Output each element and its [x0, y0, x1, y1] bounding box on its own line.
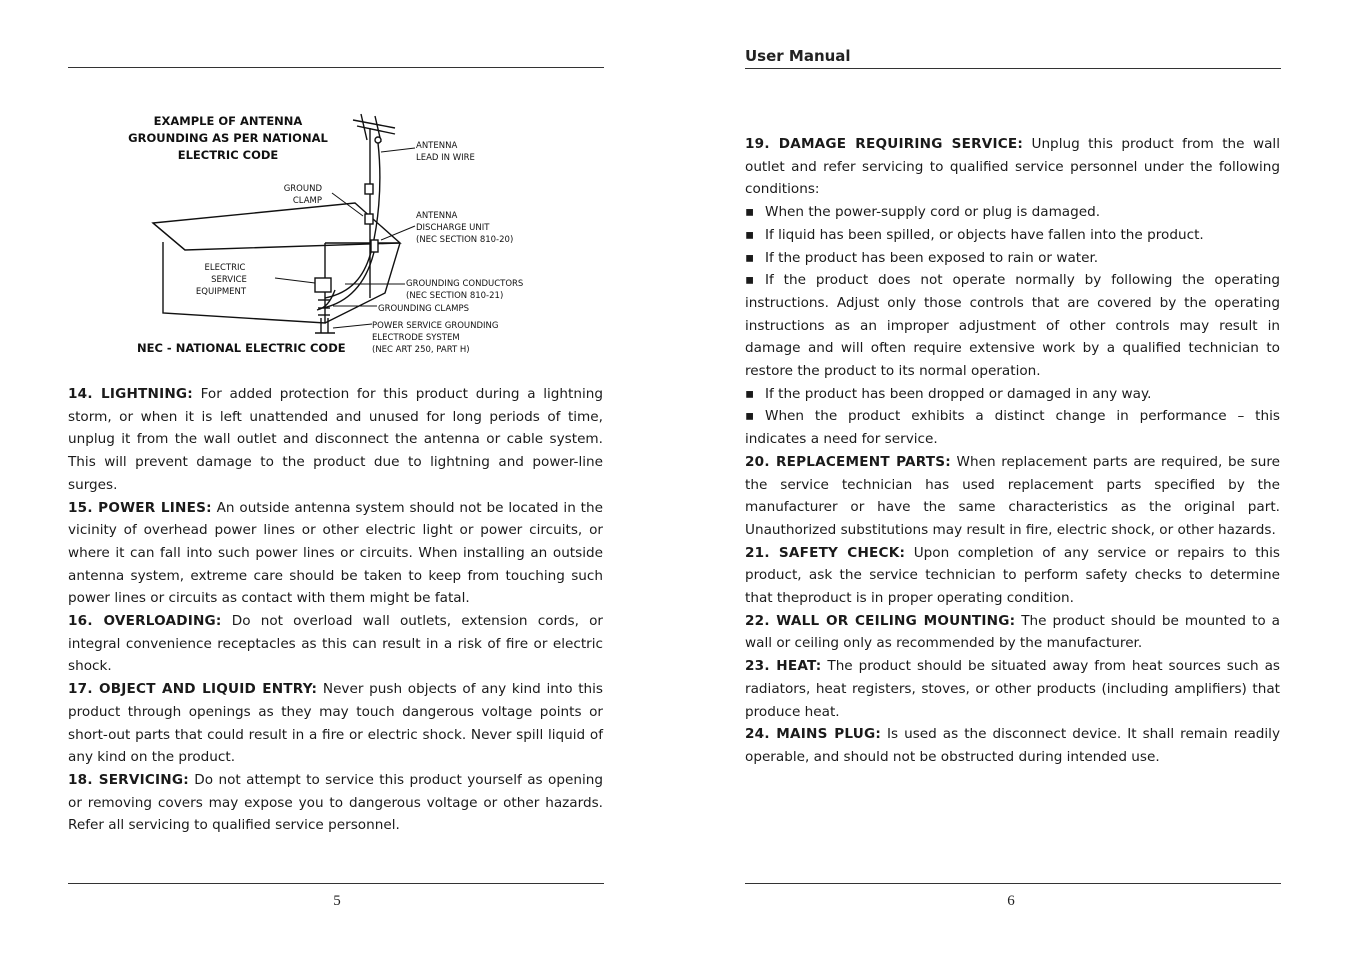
left-column: [68, 383, 603, 837]
label-discharge-unit-3: (NEC SECTION 810-20): [416, 235, 514, 245]
item-24: 24. MAINS PLUG: Is used as the disconnect device. It shall remain readily operable, and should not be obstructed during intended use.: [745, 726, 1280, 765]
label-power-service-2: ELECTRODE SYSTEM: [372, 333, 460, 343]
page-header-title: User Manual: [745, 47, 851, 65]
label-antenna-lead-2: LEAD IN WIRE: [416, 153, 475, 163]
right-footer-rule: [745, 883, 1281, 884]
label-power-service-1: POWER SERVICE GROUNDING: [372, 321, 499, 331]
bullet-3: ▪ If the product has been exposed to rain or water.: [745, 247, 1280, 270]
label-discharge-unit-1: ANTENNA: [416, 211, 458, 221]
item-19: 19. DAMAGE REQUIRING SERVICE: Unplug this product from the wall outlet and refer servicing to qualified service personnel under the following conditions:: [745, 136, 1280, 198]
house-drawing: [153, 114, 400, 333]
bullet-icon: ▪: [745, 249, 755, 266]
antenna-grounding-diagram: [125, 108, 555, 363]
diagram-title-line-1: EXAMPLE OF ANTENNA: [153, 114, 303, 128]
item-20: 20. REPLACEMENT PARTS: When replacement parts are required, be sure the service technician has used replacement parts specified by the manufacturer or have the same characteristics as the original part. Unauthorized substitutions may result in fire, electric shock, or other hazards.: [745, 453, 1280, 538]
item-18: 18. SERVICING: Do not attempt to service this product yourself as opening or removing covers may expose you to dangerous voltage or other hazards. Refer all servicing to qualified service personnel.: [68, 771, 603, 834]
item-16: 16. OVERLOADING: Do not overload wall outlets, extension cords, or integral convenience receptacles as this can result in a risk of fire or electric shock.: [68, 613, 604, 675]
bullet-icon: ▪: [745, 408, 755, 425]
label-electric-service-2: SERVICE: [211, 275, 247, 285]
label-grounding-conductors-1: GROUNDING CONDUCTORS: [406, 279, 524, 289]
label-electric-service-3: EQUIPMENT: [195, 287, 247, 297]
item-17: 17. OBJECT AND LIQUID ENTRY: Never push objects of any kind into this product through openings as they may touch dangerous voltage points or short-out parts that could result in a fire or electric shock. Never spill liquid of any kind on the product.: [68, 681, 604, 766]
label-discharge-unit-2: DISCHARGE UNIT: [416, 223, 490, 233]
bullet-icon: ▪: [745, 385, 755, 402]
page-number-right: 6: [1007, 893, 1015, 909]
bullet-4: ▪ If the product does not operate normally by following the operating instructions. Adjust only those controls that are covered by the operating instructions as an improper adjustment of other controls may result in damage and will often require extensive work by a qualified technician to restore the product to its normal operation.: [745, 269, 1280, 383]
page-number-left: 5: [333, 893, 341, 909]
bullet-1: ▪ When the power-supply cord or plug is damaged.: [745, 201, 1280, 224]
item-21: 21. SAFETY CHECK: Upon completion of any service or repairs to this product, ask the service technician to perform safety checks to determine that theproduct is in proper operating condition.: [745, 544, 1281, 607]
right-header-rule: [745, 68, 1281, 69]
right-column: [745, 133, 1280, 769]
item-22: 22. WALL OR CEILING MOUNTING: The product should be mounted to a wall or ceiling only as recommended by the manufacturer.: [745, 612, 1281, 652]
label-electric-service-1: ELECTRIC: [204, 263, 246, 273]
bullet-5: ▪ If the product has been dropped or damaged in any way.: [745, 383, 1280, 406]
diagram-footer: NEC - NATIONAL ELECTRIC CODE: [137, 341, 346, 355]
item-15: 15. POWER LINES: An outside antenna system should not be located in the vicinity of overhead power lines or other electric light or power circuits, or where it can fall into such power lines or circuits. When installing an outside antenna system, extreme care should be taken to keep from touching such power lines or circuits as contact with them might be fatal.: [68, 499, 603, 607]
left-header-rule: [68, 67, 604, 68]
label-ground-clamp-2: CLAMP: [292, 196, 322, 206]
item-14: 14. LIGHTNING: For added protection for this product during a lightning storm, or when it is left unattended and unused for long periods of time, unplug it from the wall outlet and disconnect the antenna or cable system. This will prevent damage to the product due to lightning and power-line surges.: [68, 386, 603, 493]
label-ground-clamp-1: GROUND: [283, 184, 322, 194]
bullet-icon: ▪: [745, 204, 755, 221]
left-footer-rule: [68, 883, 604, 884]
bullet-icon: ▪: [745, 226, 755, 243]
item-23: 23. HEAT: The product should be situated away from heat sources such as radiators, heat registers, stoves, or other products (including amplifiers) that produce heat.: [745, 658, 1280, 720]
label-grounding-conductors-2: (NEC SECTION 810-21): [406, 291, 504, 301]
label-grounding-clamps: GROUNDING CLAMPS: [378, 304, 469, 314]
bullet-icon: ▪: [745, 272, 755, 289]
diagram-title-line-3: ELECTRIC CODE: [177, 148, 279, 162]
bullet-6: ▪ When the product exhibits a distinct change in performance – this indicates a need for service.: [745, 405, 1280, 450]
bullet-2: ▪ If liquid has been spilled, or objects have fallen into the product.: [745, 224, 1280, 247]
diagram-title-line-2: GROUNDING AS PER NATIONAL: [128, 131, 328, 145]
label-power-service-3: (NEC ART 250, PART H): [372, 345, 470, 355]
label-antenna-lead-1: ANTENNA: [416, 141, 458, 151]
